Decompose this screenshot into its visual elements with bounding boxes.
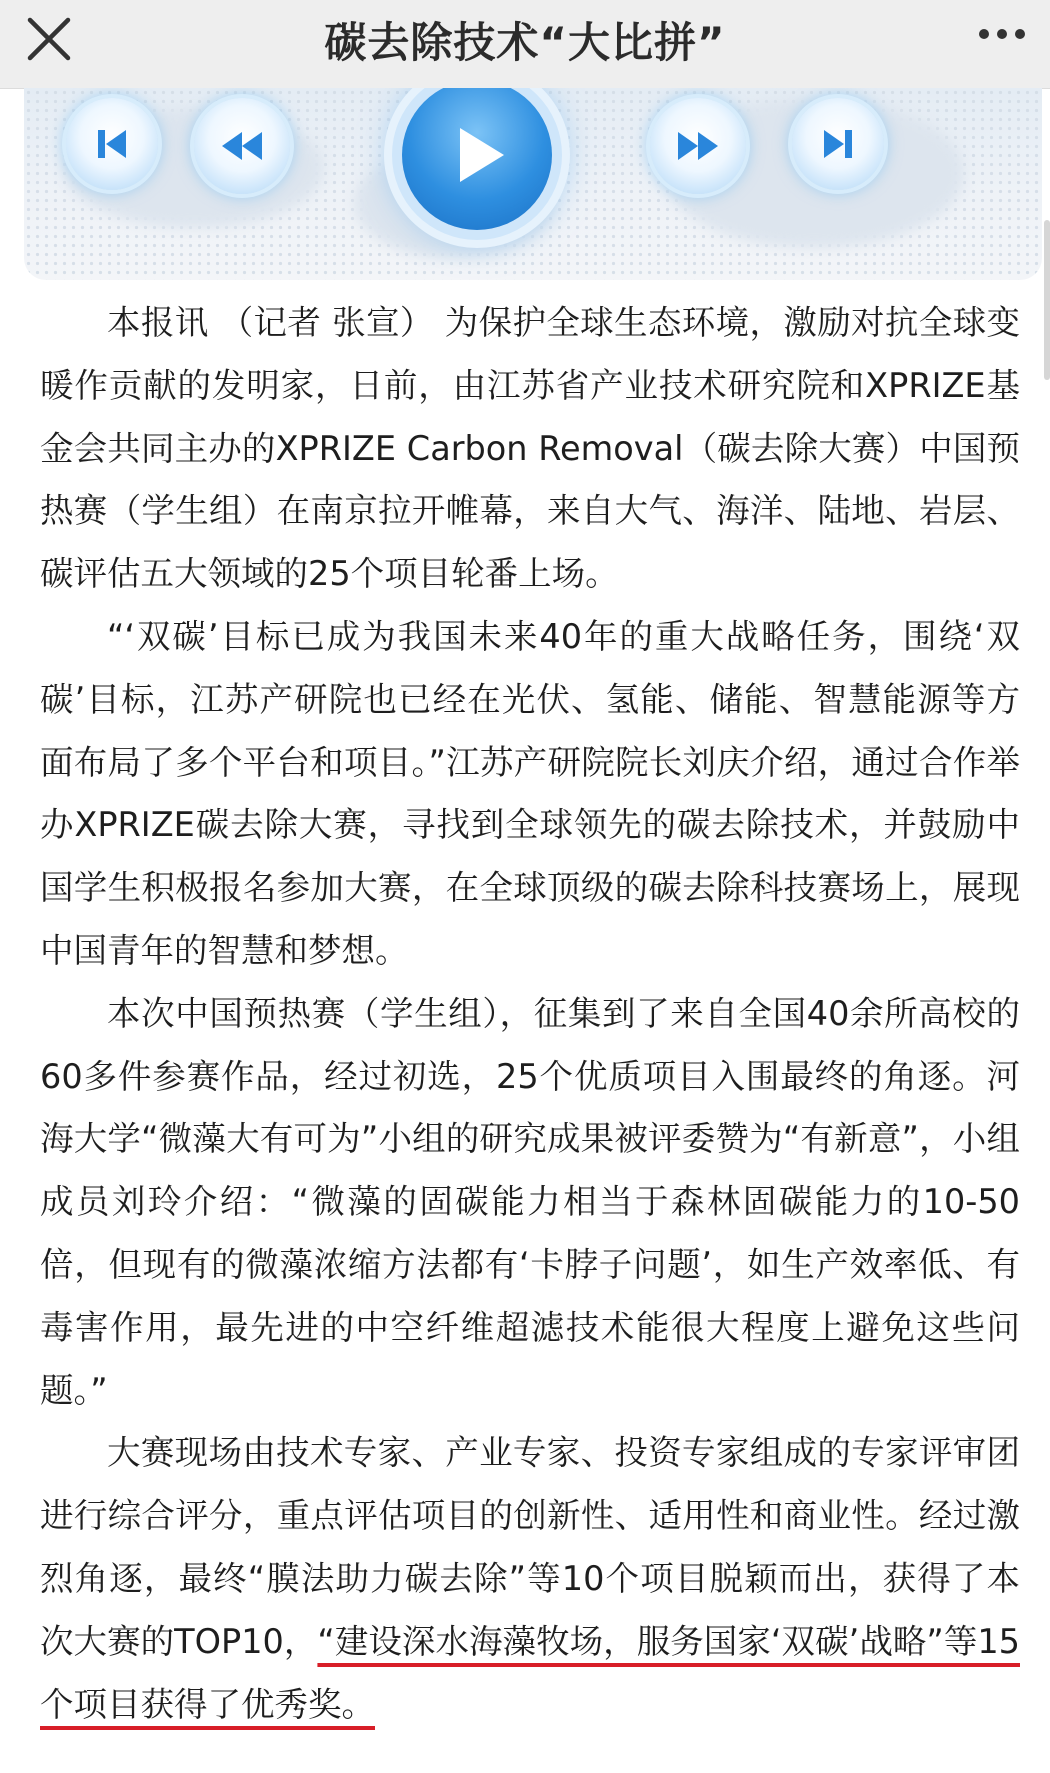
highlighted-text: “建设深水海藻牧场，服务国家‘双碳’战略”等15个项目获得了优秀奖。 <box>40 1621 1020 1724</box>
fast-forward-button[interactable] <box>650 98 746 194</box>
article-body <box>40 292 1020 1736</box>
skip-previous-button[interactable] <box>66 98 158 190</box>
fast-forward-icon <box>674 126 722 166</box>
top-navigation-bar <box>0 0 1050 89</box>
article-paragraph: 本次中国预热赛（学生组），征集到了来自全国40余所高校的60多件参赛作品，经过初选，25个优质项目入围最终的角逐。河海大学“微藻大有可为”小组的研究成果被评委赞为“有新意”，小组成员刘玲介绍：“微藻的固碳能力相当于森林固碳能力的10-50倍，但现有的微藻浓缩方法都有‘卡脖子问题’，如生产效率低、有毒害作用，最先进的中空纤维超滤技术能很大程度上避免这些问题。” <box>40 993 1020 1410</box>
skip-next-button[interactable] <box>792 98 884 190</box>
article-paragraph: “‘双碳’目标已成为我国未来40年的重大战略任务，围绕‘双碳’目标，江苏产研院也已经在光伏、氢能、储能、智慧能源等方面布局了多个平台和项目。”江苏产研院院长刘庆介绍，通过合作举办XPRIZE碳去除大赛，寻找到全球领先的碳去除技术，并鼓励中国学生积极报名参加大赛，在全球顶级的碳去除科技赛场上，展现中国青年的智慧和梦想。 <box>40 616 1020 970</box>
article-text: 大赛现场由技术专家、产业专家、投资专家组成的专家评审团进行综合评分，重点评估项目的创新性、适用性和商业性。经过激烈角逐，最终“膜法助力碳去除”等10个项目脱颖而出，获得了本次大赛的TOP10， <box>40 1433 1020 1661</box>
page-title: 碳去除技术“大比拼” <box>324 18 726 67</box>
skip-next-icon <box>818 124 858 164</box>
rewind-icon <box>218 126 266 166</box>
more-options-button[interactable] <box>972 10 1032 66</box>
article-paragraph: 本报讯 （记者 张宣） 为保护全球生态环境，激励对抗全球变暖作贡献的发明家，日前，由江苏省产业技术研究院和XPRIZE基金会共同主办的XPRIZE Carbon Removal（碳去除大赛）中国预热赛（学生组）在南京拉开帷幕，来自大气、海洋、陆地、岩层、碳评估五大领域的25个项目轮番上场。 <box>40 303 1020 594</box>
article-paragraph <box>40 1422 1020 1736</box>
skip-previous-icon <box>92 124 132 164</box>
rewind-button[interactable] <box>194 98 290 194</box>
play-icon <box>442 120 512 190</box>
scrollbar[interactable] <box>1044 220 1050 380</box>
audio-player <box>24 88 1042 280</box>
more-dots-icon <box>972 10 1032 66</box>
